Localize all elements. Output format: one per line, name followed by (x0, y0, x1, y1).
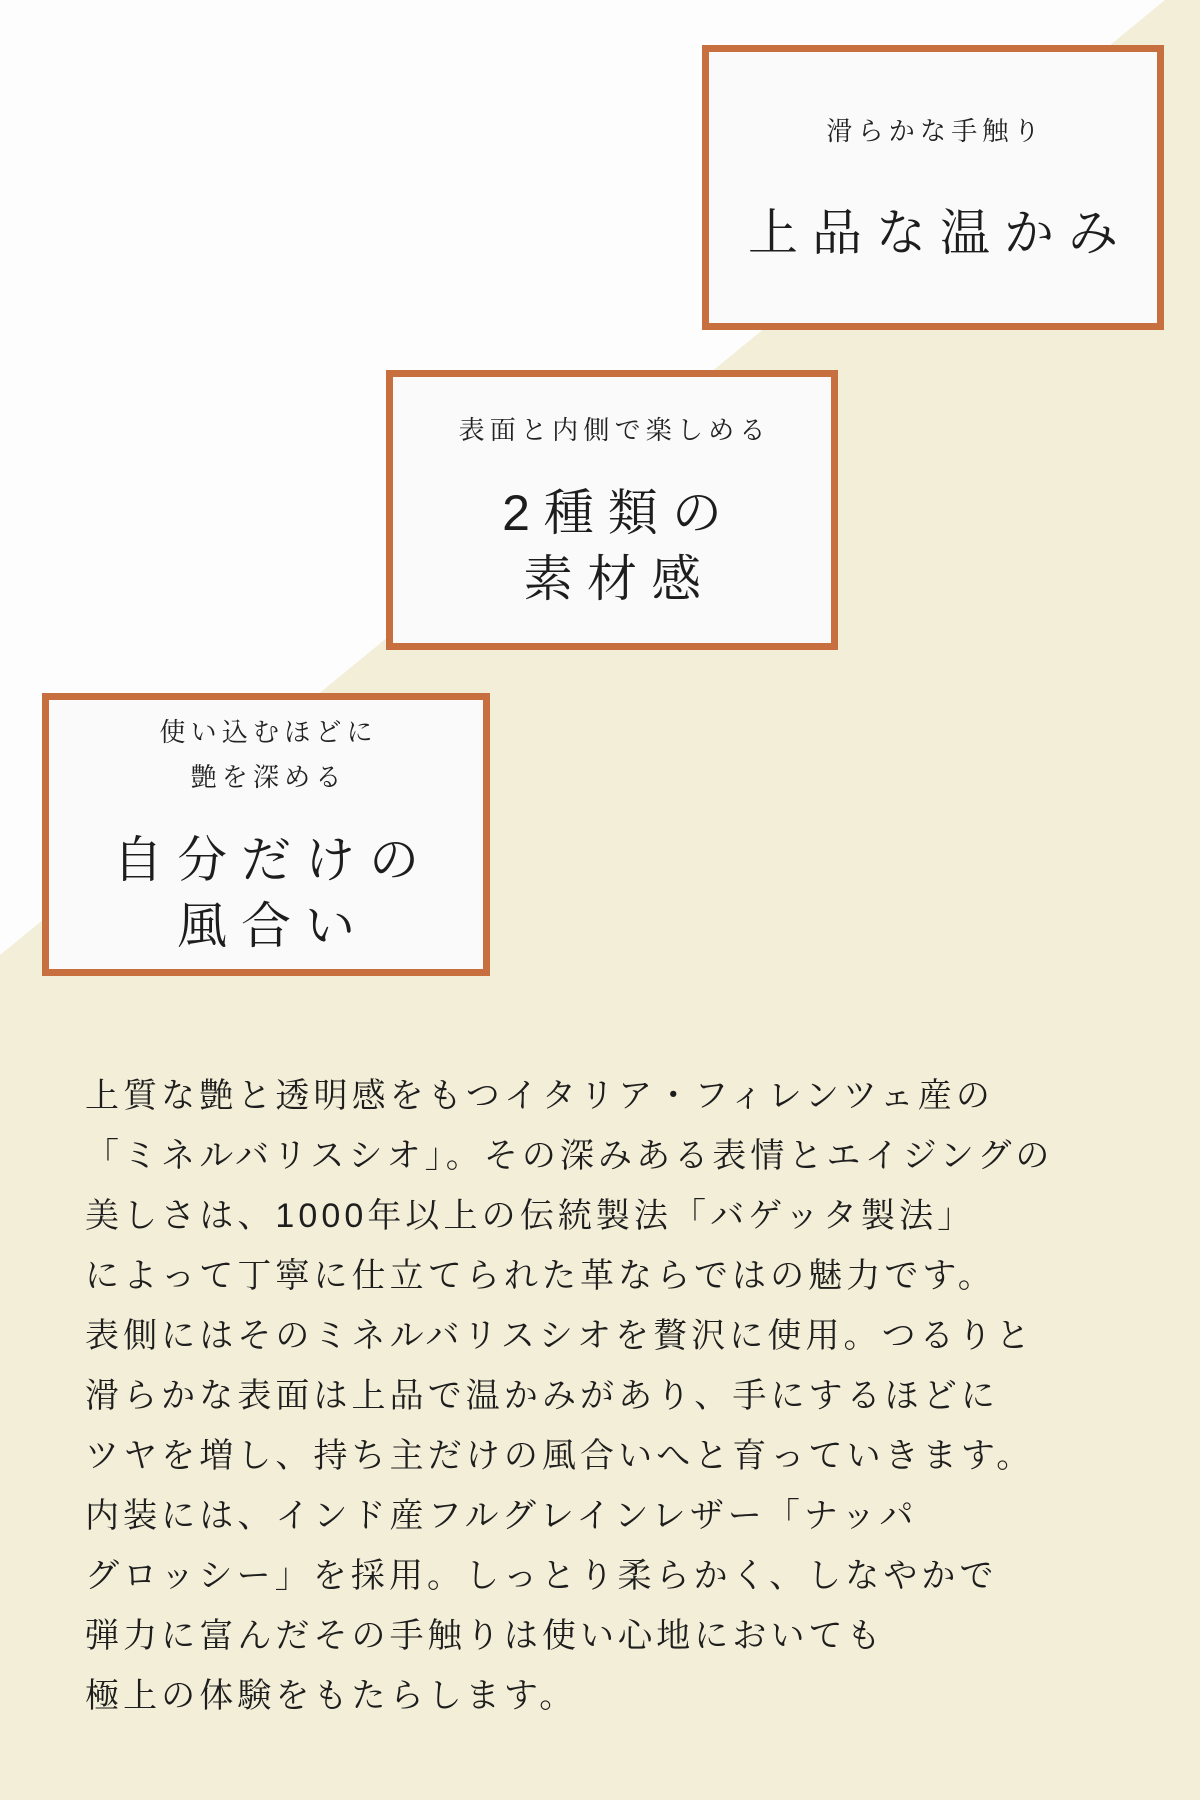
description-line: によって丁寧に仕立てられた革ならではの魅力です。 (85, 1257, 996, 1295)
leather-description-paragraph (85, 1066, 1054, 1726)
heading-line: 素材感 (523, 551, 715, 608)
feature-card-two-materials (386, 370, 838, 650)
feature-heading (734, 200, 1132, 266)
description-line: 表側にはそのミネルバリスシオを贅沢に使用。つるりと (85, 1317, 1034, 1355)
feature-card-smooth-touch (702, 45, 1164, 330)
description-line: グロッシー」を採用。しっとり柔らかく、しなやかで (85, 1557, 998, 1595)
description-line: 極上の体験をもたらします。 (85, 1677, 578, 1715)
description-line: 内装には、インド産フルグレインレザー「ナッパ (85, 1497, 918, 1535)
heading-line: 2種類の (502, 485, 736, 542)
description-line: 滑らかな表面は上品で温かみがあり、手にするほどに (85, 1377, 999, 1415)
feature-tagline (453, 408, 770, 453)
description-line: ツヤを増し、持ち主だけの風合いへと育っていきます。 (85, 1437, 1035, 1475)
heading-line: 上品な温かみ (748, 204, 1132, 261)
tagline-line: 艶を深める (190, 761, 347, 792)
feature-tagline (154, 710, 378, 799)
description-line: 上質な艶と透明感をもつイタリア・フィレンツェ産の (85, 1077, 994, 1115)
tagline-line: 表面と内側で楽しめる (458, 414, 771, 445)
heading-line: 風合い (177, 898, 369, 955)
tagline-line: 滑らかな手触り (826, 116, 1045, 147)
description-line: 美しさは、1000年以上の伝統製法「バゲッタ製法」 (85, 1197, 976, 1235)
feature-tagline (821, 109, 1045, 154)
description-line: 弾力に富んだその手触りは使い心地においても (85, 1617, 885, 1655)
feature-heading (488, 480, 736, 612)
feature-heading (99, 827, 433, 959)
description-line: 「ミネルバリスシオ」。その深みある表情とエイジングの (85, 1137, 1054, 1175)
heading-line: 自分だけの (113, 832, 433, 889)
tagline-line: 使い込むほどに (159, 716, 378, 747)
feature-card-unique-texture (42, 693, 490, 976)
